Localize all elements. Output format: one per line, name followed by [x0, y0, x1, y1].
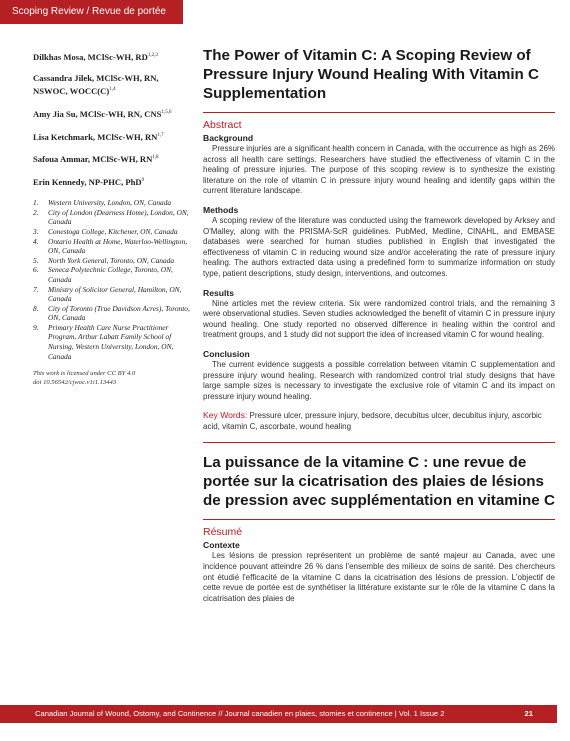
contexte-text: Les lésions de pression représentent un problème de santé majeur au Canada, avec une incidence pouvant atteindre 26 % dans l'ensemble des milieux de soins de santé. Des chercheurs ont étudié l'efficacité de la vitamine C dans la cicatrisation des lésions de pression. L'objectif de cette revue de portée est de synthétiser la littérature existante sur le rôle de la vitamine C dans la cicatrisation des plaies de — [203, 551, 555, 603]
divider — [203, 112, 555, 113]
abstract-section-heading: Methods — [203, 204, 239, 215]
license-text[interactable]: This work is licensed under CC BY 4.0 — [33, 370, 136, 378]
affiliation-item — [33, 304, 193, 323]
affiliation-number: 6. — [33, 265, 39, 275]
affiliation-text: Ministry of Solicitor General, Hamilton, ON, Canada — [48, 284, 182, 304]
doi-text[interactable]: doi 10.56542/cjwoc.v1i1.13443 — [33, 378, 117, 386]
author-name-text: Cassandra Jilek, MClSc-WH, RN, NSWOC, WOCC(C) — [33, 72, 159, 96]
affiliation-text: Conestoga College, Kitchener, ON, Canada — [48, 226, 178, 236]
divider — [203, 442, 555, 443]
affiliation-item — [33, 265, 193, 284]
affiliation-number: 1. — [33, 198, 39, 208]
author-column — [33, 50, 193, 387]
author-affiliation-sup: 1,4 — [109, 86, 116, 92]
affiliation-number: 2. — [33, 207, 39, 217]
author-name — [33, 175, 193, 188]
article-title-fr: La puissance de la vitamine C : une revue de portée sur la cicatrisation des plaies de lésions de pression avec supplémentation en vitamine C — [203, 454, 555, 510]
affiliation-item — [33, 227, 193, 237]
author-name — [33, 73, 193, 97]
affiliation-item — [33, 198, 193, 208]
keywords-text: Pressure ulcer, pressure injury, bedsore, decubitus ulcer, decubitus injury, ascorbic acid, vitamin C, ascorbate, wound healing — [203, 411, 542, 431]
abstract-section-text: Nine articles met the review criteria. Six were randomized control trials, and the remaining 3 were observational studies. Seven studies acknowledged the benefit of vitamin C in pressure injury wound healing. One study reported no observed difference in healing within the control and treatment groups, and 1 study did not support the idea of increased vitamin C for wound healing. — [203, 298, 555, 340]
contexte-heading: Contexte — [203, 540, 240, 551]
abstract-section-heading: Background — [203, 133, 254, 143]
author-name-text: Erin Kennedy, NP-PHC, PhD — [33, 177, 142, 188]
affiliation-number: 3. — [33, 226, 39, 236]
keywords — [203, 410, 555, 432]
author-name-text: Safoua Ammar, MClSc-WH, RN — [33, 154, 153, 165]
license-note — [33, 370, 193, 387]
page-number: 21 — [524, 709, 533, 718]
article-column — [203, 46, 555, 612]
abstract-section-text: Pressure injuries are a significant health concern in Canada, with the occurrence as high as 26% across all health care settings. Researchers have studied the effectiveness of vitamin C in the healing of pressure injuries. The purpose of this scoping review is to synthesize the existing literature on the role of vitamin C in pressure injury wound healing and identify gaps within the current literature landscape. — [203, 144, 555, 196]
affiliation-number: 5. — [33, 255, 39, 265]
affiliation-text: Ontario Health at Home, Waterloo-Wellington, ON, Canada — [48, 236, 188, 256]
abstract-section-heading: Conclusion — [203, 348, 250, 359]
author-name-text: Lisa Ketchmark, MClSc-WH, RN — [33, 131, 158, 142]
author-name — [33, 107, 193, 120]
affiliation-item — [33, 208, 193, 227]
author-name-text: Dilkhas Mosa, MClSc-WH, RD — [33, 51, 148, 62]
abstract-section-text: A scoping review of the literature was conducted using the framework developed by Arksey and O'Malley, along with the PRISMA-ScR guidelines. PubMed, Medline, CINAHL, and EMBASE databases were searched for human studies published in English that investigated the effectiveness of vitamin C in reducing wound size and/or accelerating the rate of pressure injury healing. The authors extracted data using a predefined form to summarize information on study type, patient descriptions, study design, interventions, and outcomes. — [203, 215, 555, 278]
author-affiliation-sup: 1,5,6 — [161, 109, 172, 115]
affiliation-text: Seneca Polytechnic College, Toronto, ON, Canada — [48, 265, 173, 284]
author-affiliation-sup: 1,7 — [157, 132, 164, 138]
resume-heading: Résumé — [203, 526, 243, 539]
journal-name: Canadian Journal of Wound, Ostomy, and Continence // Journal canadien en plaies, stomies et continence | Vol. 1 Issue 2 — [35, 709, 445, 718]
author-affiliation-sup: 9 — [141, 178, 145, 184]
divider — [203, 519, 555, 520]
author-name — [33, 130, 193, 143]
affiliation-item — [33, 323, 193, 361]
author-affiliation-sup: 1,8 — [152, 155, 159, 161]
affiliation-item — [33, 285, 193, 304]
author-name — [33, 50, 193, 63]
author-affiliation-sup: 1,2,3 — [147, 53, 158, 58]
affiliation-text: Primary Health Care Nurse Practitioner Program, Arthur Labatt Family School of Nursing, Western University, London, ON, Canada — [48, 322, 174, 361]
affiliation-number: 7. — [33, 284, 39, 294]
section-banner — [0, 0, 183, 24]
affiliation-number: 8. — [33, 303, 39, 313]
abstract-section-text: The current evidence suggests a possible correlation between vitamin C supplementation and pressure injury wound healing. Research with randomized control trial study designs that have large sample sizes is necessary to investigate the exclusive role of vitamin C and its impact on pressure injury wound healing. — [203, 359, 555, 401]
affiliation-text: City of London (Dearness Home), London, ON, Canada — [48, 207, 189, 227]
affiliation-number: 4. — [33, 236, 39, 246]
author-name-text: Amy Jia Su, MClSc-WH, RN, CNS — [33, 108, 162, 119]
affiliation-item — [33, 237, 193, 256]
author-list — [33, 50, 193, 188]
affiliation-list — [33, 198, 193, 361]
affiliation-text: North York General, Toronto, ON, Canada — [48, 255, 175, 265]
affiliation-item — [33, 256, 193, 266]
page-footer — [0, 705, 557, 723]
abstract-heading: Abstract — [203, 119, 242, 131]
section-label: Scoping Review / Revue de portée — [12, 6, 166, 17]
abstract-body — [203, 133, 555, 402]
abstract-section-heading: Results — [203, 287, 235, 298]
author-name — [33, 152, 193, 165]
article-title: The Power of Vitamin C: A Scoping Review of Pressure Injury Wound Healing With Vitamin C Supplementation — [203, 47, 540, 102]
keywords-label: Key Words: — [203, 410, 248, 421]
affiliation-number: 9. — [33, 322, 39, 332]
affiliation-text: Western University, London, ON, Canada — [48, 198, 172, 208]
affiliation-text: City of Toronto (True Davidson Acres), Toronto, ON, Canada — [48, 303, 190, 323]
